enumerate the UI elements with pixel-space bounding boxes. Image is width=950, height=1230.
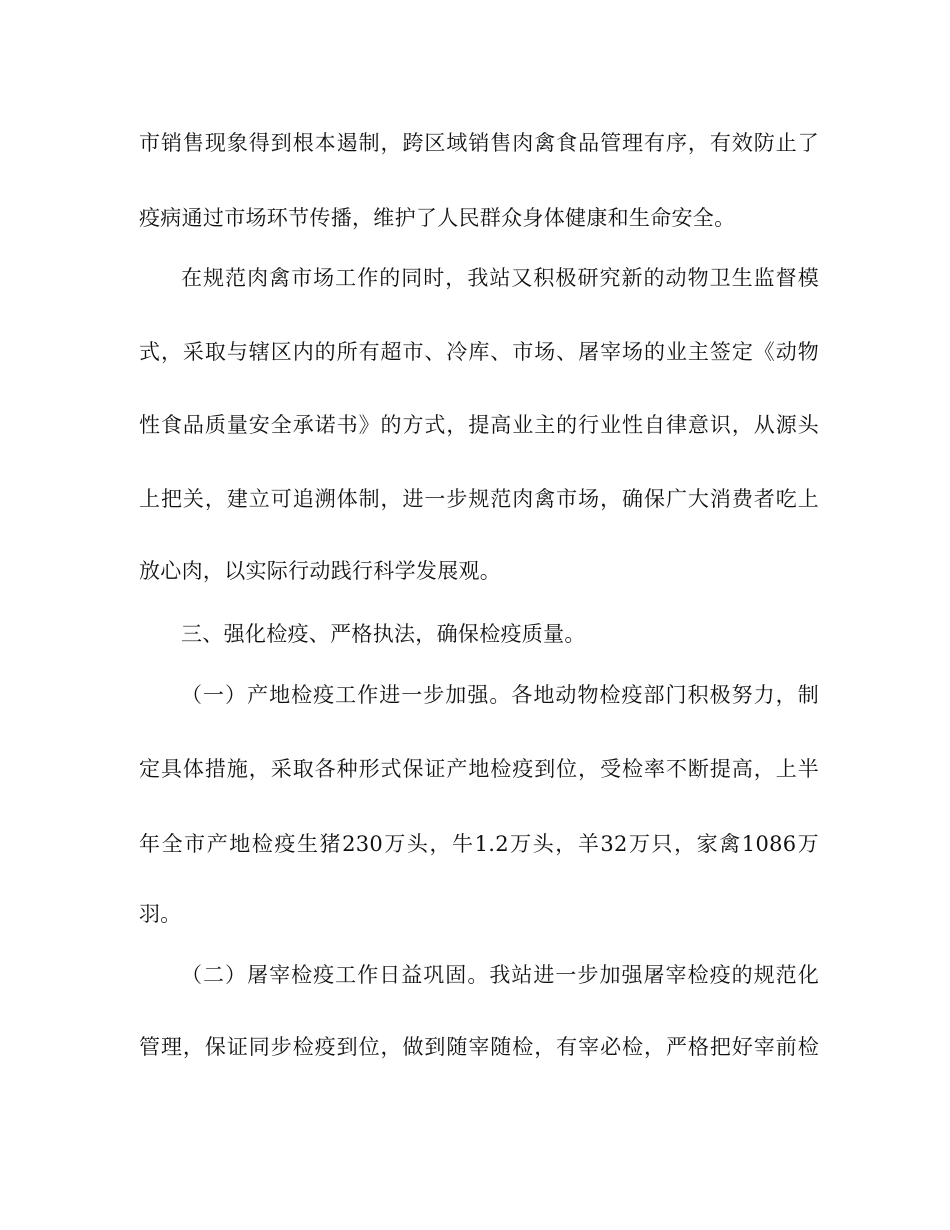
paragraph-start-line: 在规范肉禽市场工作的同时，我站又积极研究新的动物卫生监督模 [181, 266, 819, 290]
subsection-one-heading-line: （一）产地检疫工作进一步加强。各地动物检疫部门积极努力，制 [181, 683, 819, 707]
body-line-12: 羽。 [139, 902, 182, 926]
body-line-6: 上把关，建立可追溯体制，进一步规范肉禽市场，确保广大消费者吃上 [139, 487, 819, 511]
body-line-4: 式，采取与辖区内的所有超市、冷库、市场、屠宰场的业主签定《动物 [139, 340, 819, 364]
body-line-2: 疫病通过市场环节传播，维护了人民群众身体健康和生命安全。 [139, 206, 736, 230]
body-line-10: 定具体措施，采取各种形式保证产地检疫到位，受检率不断提高，上半 [139, 757, 819, 781]
body-line-11: 年全市产地检疫生猪230万头，牛1.2万头，羊32万只，家禽1086万 [139, 832, 819, 856]
body-line-1: 市销售现象得到根本遏制，跨区域销售肉禽食品管理有序，有效防止了 [139, 131, 819, 155]
subsection-two-heading-line: （二）屠宰检疫工作日益巩固。我站进一步加强屠宰检疫的规范化 [181, 963, 819, 987]
body-line-14: 管理，保证同步检疫到位，做到随宰随检，有宰必检，严格把好宰前检 [139, 1035, 819, 1059]
section-heading: 三、强化检疫、严格执法，确保检疫质量。 [181, 622, 586, 646]
body-line-5: 性食品质量安全承诺书》的方式，提高业主的行业性自律意识，从源头 [139, 413, 819, 437]
body-line-7: 放心肉，以实际行动践行科学发展观。 [139, 559, 502, 583]
